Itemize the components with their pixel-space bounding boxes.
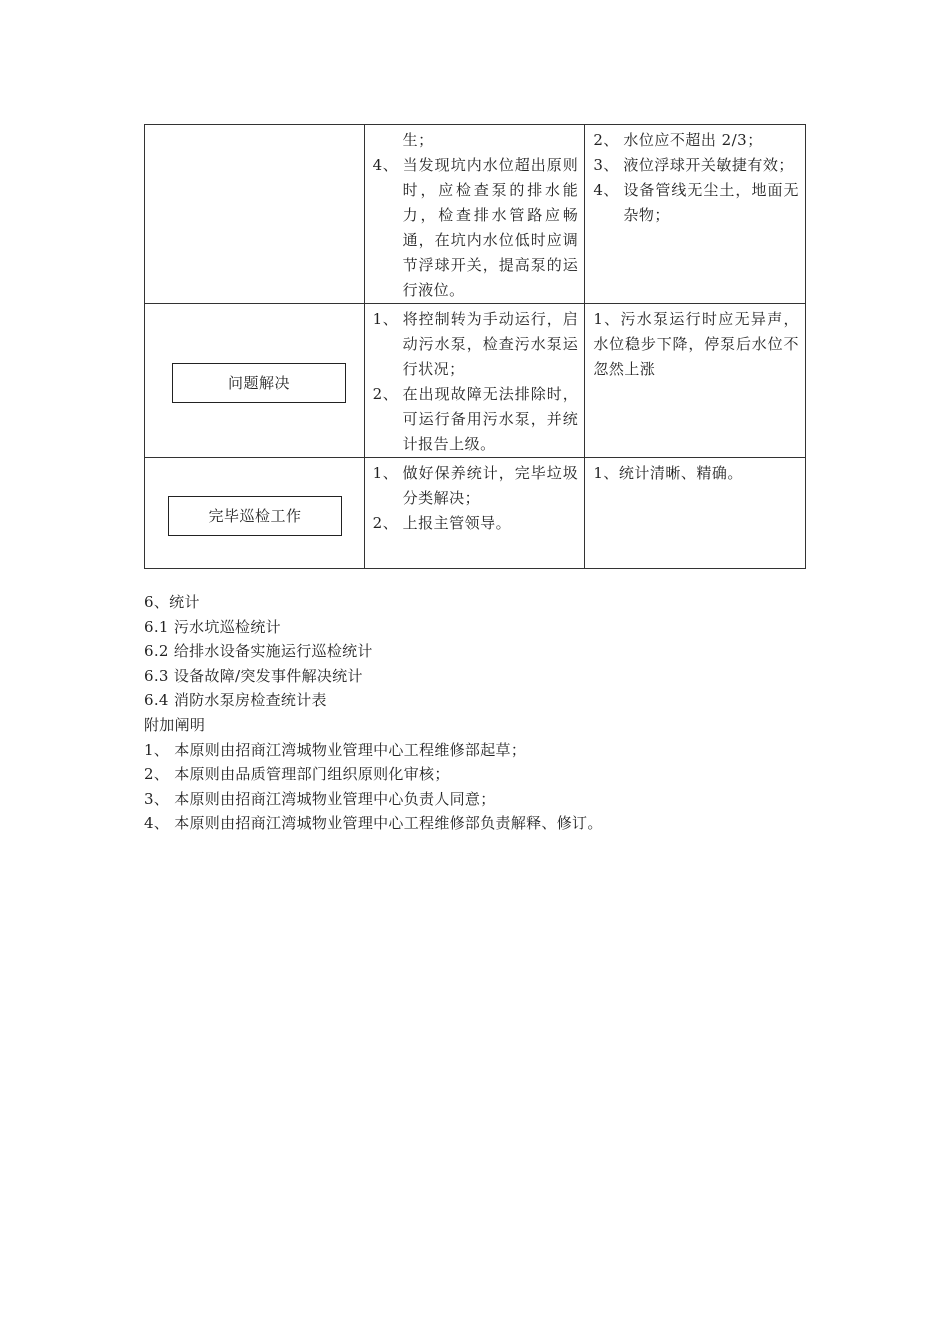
procedure-table	[144, 124, 806, 569]
step-cell	[145, 304, 365, 458]
records-section	[144, 590, 824, 836]
list-item: 3、 液位浮球开关敏捷有效；	[593, 156, 794, 174]
standard-text: 1、统计清晰、精确。	[593, 464, 743, 482]
table-row	[145, 304, 806, 458]
section-heading: 6、统计	[144, 593, 200, 611]
step-box: 完毕巡检工作	[168, 496, 342, 536]
standard-text: 1、污水泵运行时应无异声，水位稳步下降，停泵后水位不忽然上涨	[593, 310, 799, 378]
list-item: 1、 做好保养统计，完毕垃圾分类解决；	[372, 464, 579, 507]
notes-heading: 附加阐明	[144, 715, 206, 734]
table-row	[145, 458, 806, 569]
action-cell	[364, 304, 585, 458]
note-item: 3、 本原则由招商江湾城物业管理中心负责人同意；	[144, 789, 496, 808]
standard-cell	[585, 304, 806, 458]
record-item: 6.3 设备故障/突发事件解决统计	[144, 666, 363, 685]
list-item: 4、 设备管线无尘土，地面无杂物；	[593, 181, 799, 224]
record-item: 6.4 消防水泵房检查统计表	[144, 691, 327, 710]
step-cell	[145, 458, 365, 569]
record-item: 6.2 给排水设备实施运行巡检统计	[144, 642, 373, 661]
list-item: 2、 上报主管领导。	[372, 514, 512, 532]
list-item: 1、 将控制转为手动运行，启动污水泵，检查污水泵运行状况；	[372, 310, 579, 378]
table-row	[145, 125, 806, 304]
note-item: 1、 本原则由招商江湾城物业管理中心工程维修部起草；	[144, 740, 527, 759]
note-item: 4、 本原则由招商江湾城物业管理中心工程维修部负责解释、修订。	[144, 814, 603, 833]
list-item: 2、 水位应不超出 2/3；	[593, 131, 763, 149]
note-item: 2、 本原则由品质管理部门组织原则化审核；	[144, 765, 450, 784]
action-cell	[364, 125, 585, 304]
standard-cell	[585, 125, 806, 304]
standard-cell	[585, 458, 806, 569]
list-item: 生；	[402, 131, 434, 149]
step-box: 问题解决	[172, 363, 346, 403]
list-item: 2、 在出现故障无法排除时，可运行备用污水泵，并统计报告上级。	[372, 385, 579, 453]
list-item: 4、 当发现坑内水位超出原则时，应检查泵的排水能力，检查排水管路应畅通，在坑内水位低时应调节浮球开关，提高泵的运行液位。	[372, 156, 579, 299]
record-item: 6.1 污水坑巡检统计	[144, 617, 281, 636]
action-cell	[364, 458, 585, 569]
step-cell	[145, 125, 365, 304]
